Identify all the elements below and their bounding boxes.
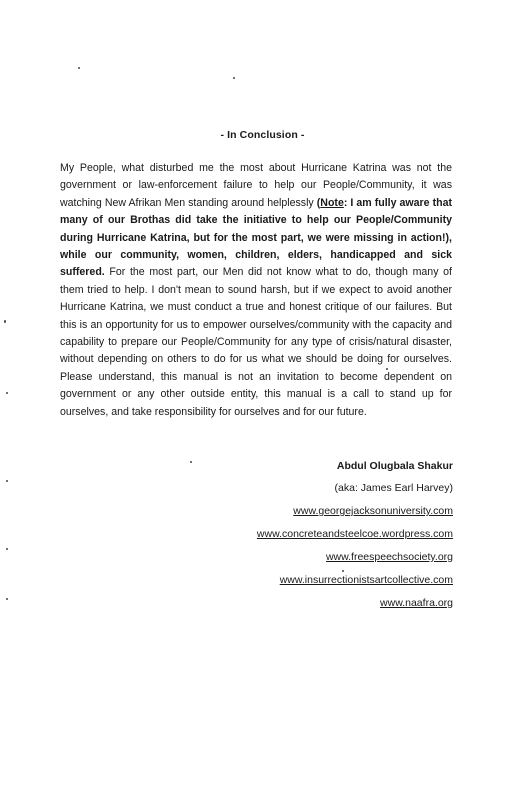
scan-speck: [78, 67, 80, 69]
author-name: Abdul Olugbala Shakur: [336, 460, 453, 472]
scan-speck: [6, 480, 8, 482]
link-freespeechsociety[interactable]: www.freespeechsociety.org: [325, 551, 453, 563]
note-body: : I am fully aware that many of our Brothas did take the initiative to help our People/Community during Hurricane Katrina, but for the most part, we were missing in action!), while our community, women, children, elders, handicapped and sick suffered.: [60, 196, 452, 279]
section-heading: - In Conclusion -: [220, 129, 305, 141]
scan-speck: [342, 570, 344, 572]
scan-speck: [6, 392, 8, 394]
scan-speck: [6, 548, 8, 550]
scan-speck: [6, 598, 8, 600]
scan-speck: [233, 77, 235, 79]
scan-speck: [4, 320, 6, 323]
note-open: (: [316, 196, 321, 209]
paragraph-rest: For the most part, our Men did not know what to do, though many of them tried to help. I don't mean to sound harsh, but if we expect to avoid another Hurricane Katrina, we must conduct a true and honest critique of our failures. But this is an opportunity for us to empower ourselves/community with the capacity and capability to prepare our People/Community for any type of crisis/natural disaster, without depending on others to do for us what we should be doing for ourselves. Please understand, this manual is not an invitation to become dependent on government or any other outside entity, this manual is a call to stand up for ourselves, and take responsibility for ourselves and for our future.: [60, 266, 452, 418]
link-concreteandsteelcoe[interactable]: www.concreteandsteelcoe.wordpress.com: [256, 528, 453, 540]
link-georgejacksonuniversity[interactable]: www.georgejacksonuniversity.com: [293, 505, 453, 517]
link-naafra[interactable]: www.naafra.org: [380, 597, 453, 609]
conclusion-paragraph: [60, 160, 452, 421]
author-aka: (aka: James Earl Harvey): [334, 482, 453, 494]
link-insurrectionistsartcollective[interactable]: www.insurrectionistsartcollective.com: [279, 574, 453, 586]
paragraph-intro: My People, what disturbed me the most about Hurricane Katrina was not the government or law-enforcement failure to help our People/Community, it was watching New Afrikan Men standing around helplessly: [60, 162, 452, 209]
note-label: Note: [320, 196, 344, 209]
